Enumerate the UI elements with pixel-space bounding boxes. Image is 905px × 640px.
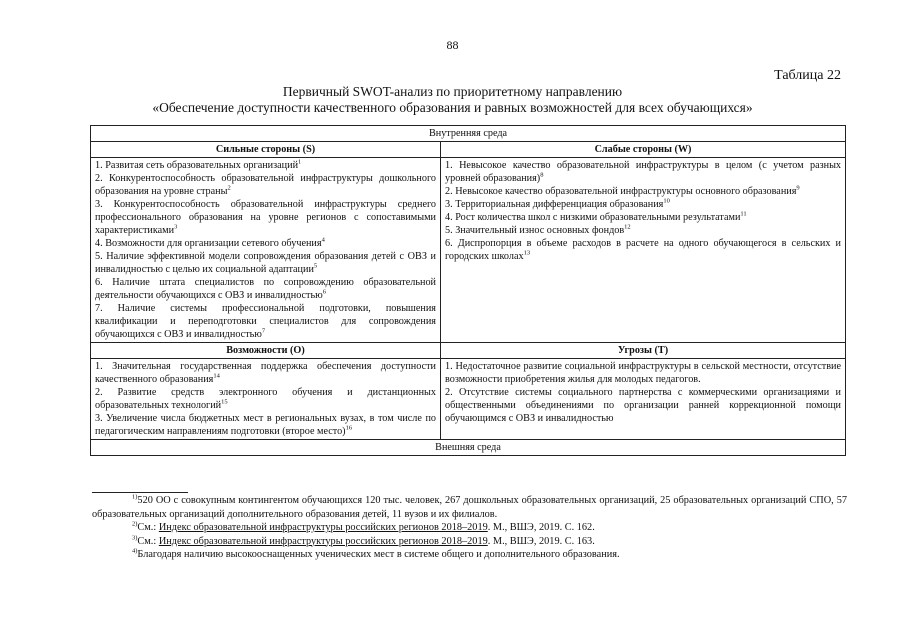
weaknesses-item: 3. Территориальная дифференциация образования$^{10}$ [445,197,670,210]
opportunities-item: 2. Развитие средств электронного обучения и дистанционных образовательных технологий$^{15}$ [95,387,436,411]
footnote-mark: 1) [132,493,138,501]
weaknesses-item: 2. Невысокое качество образовательной инфраструктуры основного образования$^9$ [445,184,800,197]
footnote-ref: 6 [322,288,327,296]
strengths-heading: Сильные стороны (S) [91,142,441,158]
footnote-mark: 3) [132,534,138,542]
opportunities-cell [91,359,441,440]
strengths-cell [91,158,441,343]
opportunities-item: 1. Значительная государственная поддержка обеспечения доступности качественного образования$^{14}$ [95,361,436,385]
footnote-ref: 9 [796,184,800,192]
title-line-1: Первичный SWOT-анализ по приоритетному направлению [282,84,623,99]
table-title [60,84,845,116]
external-environment-footer: Внешняя среда [91,440,846,456]
weaknesses-item: 4. Рост количества школ с низкими образовательными результатами$^{11}$ [445,210,747,223]
footnote-ref: 4 [321,236,325,244]
opportunities-item: 3. Увеличение числа бюджетных мест в региональных вузах, в том числе по педагогическим направлениям подготовки (второе место)$^{16}$ [95,413,436,437]
footnote-mark: 2) [132,520,138,528]
footnote: $^{2)}$См.: Индекс образовательной инфраструктуры российских регионов 2018–2019. М., ВШЭ, 2019. С. 162. [132,520,595,533]
strengths-item: 6. Наличие штата специалистов по сопровождению образовательной деятельности обучающихся с ОВЗ и инвалидностью$^6$ [95,277,436,301]
footnotes [92,494,847,562]
weaknesses-item: 1. Невысокое качество образовательной инфраструктуры в целом (с учетом разных уровней образования)$^8$ [445,160,842,184]
footnote-mark: 4) [132,547,138,555]
swot-table [90,125,846,456]
footnote-ref: 15 [221,398,228,406]
footnote: $^{4)}$Благодаря наличию высокооснащенных ученических мест в системе общего и дополнительного образования. [132,547,620,560]
footnote-ref: 10 [663,197,670,205]
page-number: 88 [446,38,459,52]
footnote-ref: 14 [213,372,220,380]
footnote-ref: 1 [298,158,302,166]
threats-heading: Угрозы (T) [441,343,846,359]
weaknesses-item: 6. Диспропорция в объеме расходов в расчете на одного обучающегося в сельских и городских школах$^{13}$ [445,238,842,262]
footnote-ref: 5 [313,262,318,270]
strengths-item: 7. Наличие системы профессиональной подготовки, повышения квалификации и переподготовки специалистов для сопровождения обучающихся с ОВЗ и инвалидностью$^7$ [95,303,436,340]
strengths-item: 2. Конкурентоспособность образовательной инфраструктуры дошкольного образования на уровне страны$^2$ [95,173,436,197]
strengths-item: 3. Конкурентоспособность образовательной инфраструктуры среднего профессионального образования на уровне регионов с сопоставимыми характеристиками$^3$ [95,199,436,236]
internal-environment-header: Внутренняя среда [91,126,846,142]
footnote-ref: 11 [740,210,747,218]
footnote-ref: 7 [261,327,266,335]
footnote-separator [92,492,188,493]
threats-item: 1. Недостаточное развитие социальной инфраструктуры в сельской местности, отсутствие возможности приобретения жилья для молодых педагогов. [445,361,842,385]
footnote-ref: 12 [624,223,631,231]
weaknesses-heading: Слабые стороны (W) [441,142,846,158]
footnote-ref: 13 [523,249,531,257]
title-line-2: «Обеспечение доступности качественного образования и равных возможностей для всех обучающихся» [152,100,753,115]
strengths-item: 1. Развитая сеть образовательных организаций$^1$ [95,158,302,171]
footnote-source-title: Индекс образовательной инфраструктуры российских регионов 2018–2019 [158,522,488,533]
table-label: Таблица 22 [774,68,841,83]
footnote-ref: 8 [540,171,544,179]
weaknesses-cell [441,158,846,343]
footnote-ref: 2 [227,184,231,192]
footnote-ref: 3 [174,223,178,231]
opportunities-heading: Возможности (O) [91,343,441,359]
weaknesses-item: 5. Значительный износ основных фондов$^{12}$ [445,223,631,236]
threats-item: 2. Отсутствие системы социального партнерства с коммерческими организациями и общественными объединениями по организации ранней коррекционной помощи обучающимся с ОВЗ и инвалидностью [445,387,842,424]
footnote: $^{1)}$520 ОО с совокупным контингентом обучающихся 120 тыс. человек, 267 дошкольных образовательных организаций, 25 образовательных организаций СПО, 57 образовательных организаций дополнительного образования детей, 11 вузов и их филиалов. [92,493,847,520]
footnote-ref: 16 [345,424,353,432]
strengths-item: 5. Наличие эффективной модели сопровождения образования детей с ОВЗ и инвалидностью с целью их социальной адаптации$^5$ [95,251,436,275]
strengths-item: 4. Возможности для организации сетевого обучения$^4$ [95,236,325,249]
footnote: $^{3)}$См.: Индекс образовательной инфраструктуры российских регионов 2018–2019. М., ВШЭ, 2019. С. 163. [132,534,595,547]
threats-cell [441,359,846,440]
footnote-source-title: Индекс образовательной инфраструктуры российских регионов 2018–2019 [158,535,488,547]
